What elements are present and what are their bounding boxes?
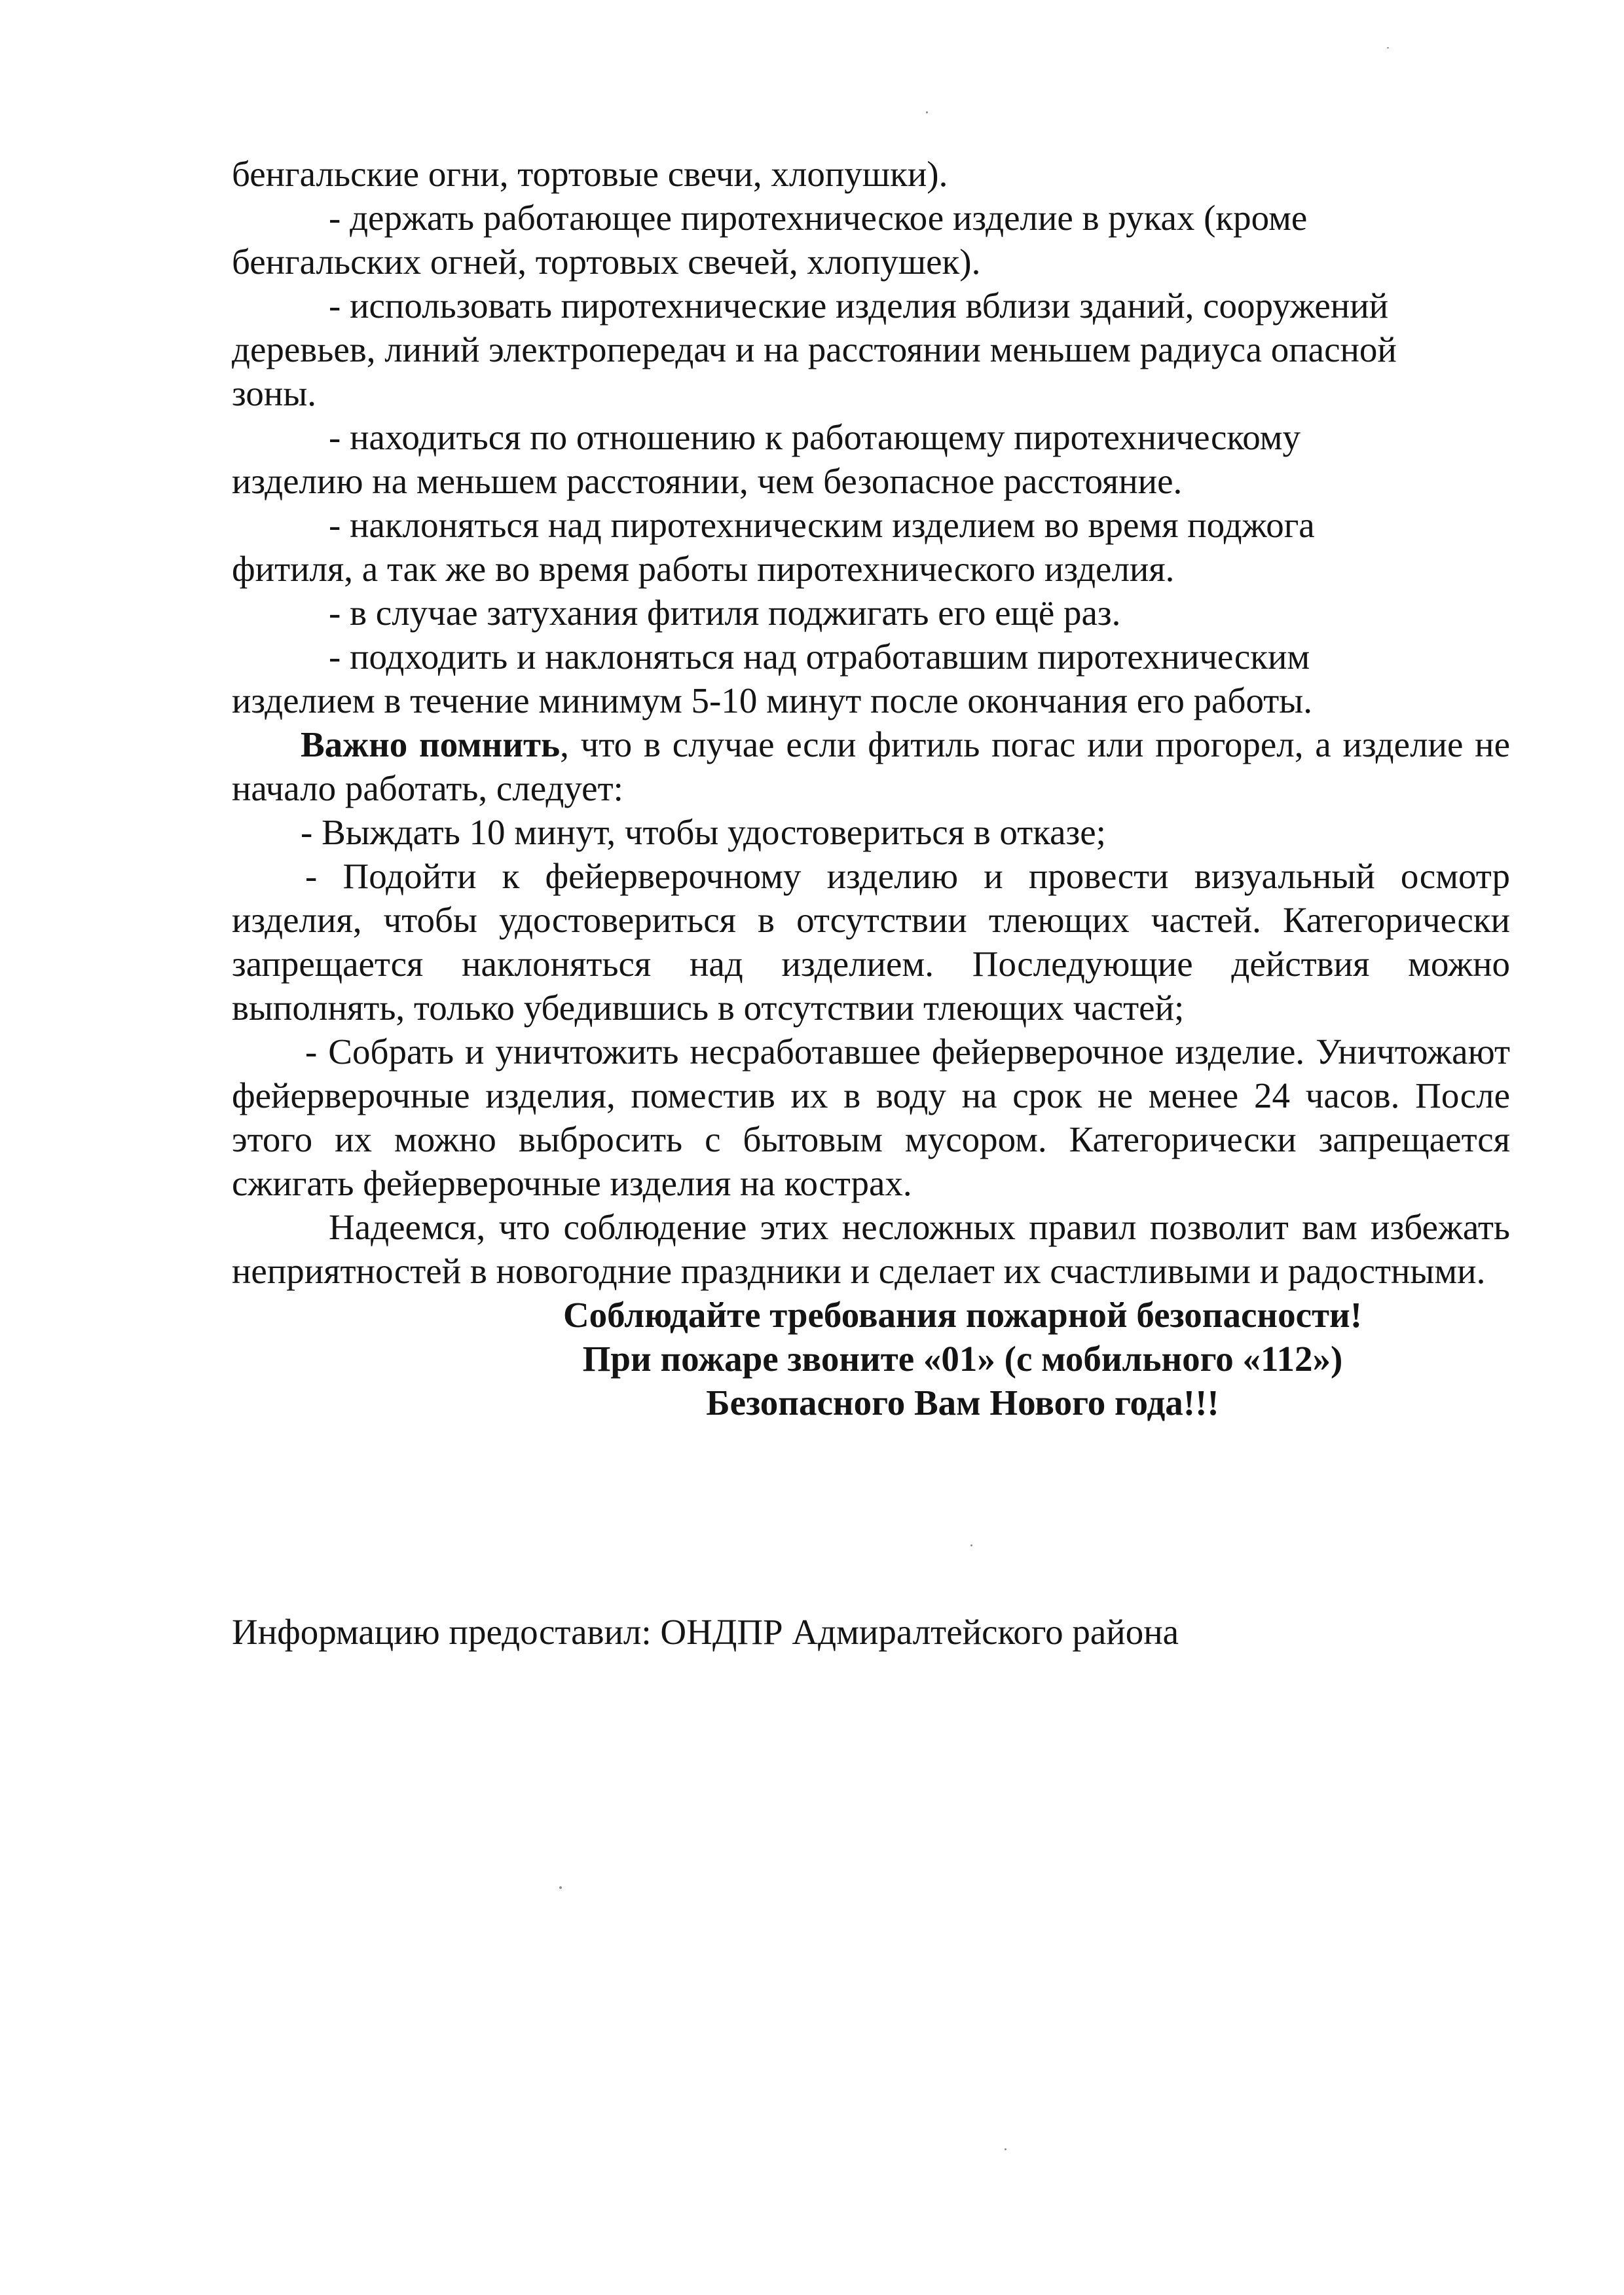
scan-speck [1387, 47, 1389, 48]
rule-lean-over-line-1: - наклоняться над пиротехническим изделием во время поджога [329, 505, 1315, 545]
step-inspect: - Подойти к фейерверочному изделию и провести визуальный осмотр изделия, чтобы удостовериться в отсутствии тлеющих частей. Категорически запрещается наклоняться над изделием. Последующие действия можно выполнять, только убедившись в отсутствии тлеющих частей; [232, 856, 1510, 1028]
rule-relight-fuse: - в случае затухания фитиля поджигать его ещё раз. [329, 593, 1121, 633]
step-destroy: - Собрать и уничтожить несработавшее фейерверочное изделие. Уничтожают фейерверочные изделия, поместив их в воду на срок не менее 24 часов. После этого их можно выбросить с бытовым мусором. Категорически запрещается сжигать фейерверочные изделия на кострах. [232, 1032, 1510, 1203]
rule-lean-over-line-2: фитиля, а так же во время работы пиротехнического изделия. [232, 549, 1175, 589]
scan-speck [970, 1544, 972, 1546]
step-wait: - Выждать 10 минут, чтобы удостовериться в отказе; [301, 812, 1106, 852]
document-body [232, 152, 1510, 1425]
rule-approach-spent-line-1: - подходить и наклоняться над отработавшим пиротехническим [329, 637, 1310, 677]
rule-safe-distance-line-1: - находиться по отношению к работающему пиротехническому [329, 417, 1301, 457]
rule-hold-in-hands-line-1: - держать работающее пиротехническое изделие в руках (кроме [329, 198, 1308, 238]
rule-near-buildings-line-2: деревьев, линий электропередач и на расстоянии меньшем радиуса опасной [232, 329, 1397, 369]
paragraph-continuation: бенгальские огни, тортовые свечи, хлопушки). [232, 154, 948, 194]
important-note [232, 722, 1510, 810]
scan-speck [926, 111, 928, 113]
important-note-emphasis: Важно помнить [301, 724, 561, 764]
rule-safe-distance-line-2: изделию на меньшем расстоянии, чем безопасное расстояние. [232, 461, 1183, 501]
closing-line-fire-safety: Соблюдайте требования пожарной безопасности! [563, 1295, 1363, 1335]
closing-paragraph: Надеемся, что соблюдение этих несложных правил позволит вам избежать неприятностей в новогодние праздники и сделает их счастливыми и радостными. [232, 1207, 1510, 1291]
closing-line-new-year: Безопасного Вам Нового года!!! [706, 1383, 1219, 1423]
rule-hold-in-hands-line-2: бенгальских огней, тортовых свечей, хлопушек). [232, 242, 981, 282]
scan-speck [1005, 2148, 1006, 2150]
rule-near-buildings-line-3: зоны. [232, 373, 317, 413]
rule-approach-spent-line-2: изделием в течение минимум 5-10 минут после окончания его работы. [232, 681, 1312, 720]
rule-near-buildings-line-1: - использовать пиротехнические изделия вблизи зданий, сооружений [329, 286, 1389, 326]
closing-line-emergency-numbers: При пожаре звоните «01» (с мобильного «112») [582, 1339, 1343, 1379]
important-note-text: , что в случае если фитиль погас или прогорел, а изделие не начало работать, следует: [232, 724, 1510, 808]
scan-speck [559, 1886, 562, 1889]
information-source: Информацию предоставил: ОНДПР Адмиралтейского района [232, 1612, 1179, 1652]
